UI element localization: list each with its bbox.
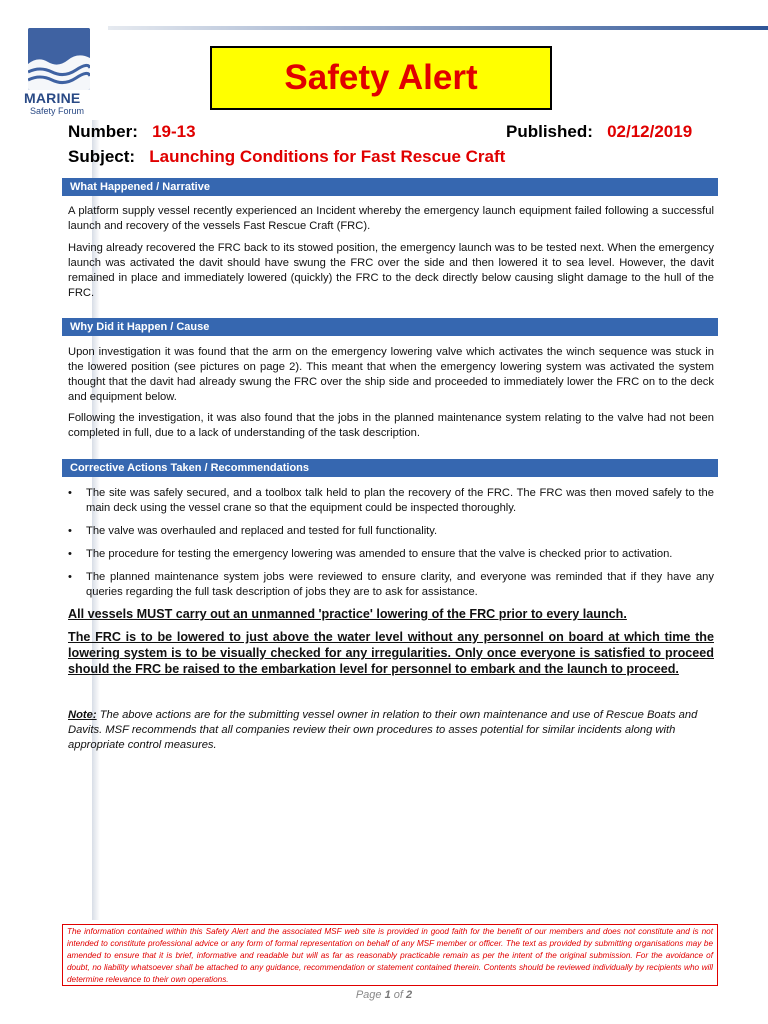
marine-safety-forum-logo: [24, 28, 96, 120]
number-value: 19-13: [152, 122, 196, 141]
subject-line: [68, 147, 505, 167]
list-item: • The valve was overhauled and replaced and tested for full functionality.: [68, 524, 714, 539]
page-number: [0, 989, 768, 1001]
note-label: Note:: [68, 709, 97, 721]
published-label: Published:: [506, 122, 593, 141]
emphasis-practice-lowering: All vessels MUST carry out an unmanned 'practice' lowering of the FRC prior to every launch.: [68, 607, 627, 621]
section-heading-what-happened: What Happened / Narrative: [62, 178, 718, 196]
paragraph: Upon investigation it was found that the arm on the emergency lowering valve which activates the winch sequence was stuck in the lowered position (see pictures on page 2). This meant that when the emergency lowering system was activated the system thought that the davit had already swung the FRC over the ship side and proceeded to immediately lower the FRC on to the deck and equipment below.: [68, 346, 714, 403]
logo-marine-text: MARINE: [24, 90, 81, 106]
published-date: [506, 122, 692, 142]
corrective-actions-list: [68, 486, 714, 608]
page-total: 2: [406, 989, 413, 1001]
section-heading-corrective: Corrective Actions Taken / Recommendations: [62, 459, 718, 477]
note-text: The above actions are for the submitting vessel owner in relation to their own maintenance and use of Rescue Boats and Davits. MSF recommends that all companies review their own procedures to asses potential for similar incidents along with appropriate control measures.: [68, 709, 698, 751]
number-label: Number:: [68, 122, 138, 141]
title-text: Safety Alert: [284, 58, 478, 97]
emphasis-lowering-procedure: The FRC is to be lowered to just above the water level without any personnel on board at which time the lowering system is to be visually checked for any irregularities. Only once everyone is satisfied to proceed should the FRC be raised to the embarkation level for personnel to embark and the launch to proceed.: [68, 630, 714, 676]
page-word: Page: [355, 989, 382, 1001]
section-heading-why: Why Did it Happen / Cause: [62, 318, 718, 336]
page-of: of: [393, 989, 403, 1001]
paragraph: A platform supply vessel recently experienced an Incident whereby the emergency launch equipment failed following a successful launch and recovery of the vessels Fast Rescue Craft (FRC).: [68, 205, 714, 232]
note-paragraph: [68, 708, 714, 753]
logo-forum-text: Safety Forum: [30, 106, 85, 116]
top-rule: [108, 26, 768, 30]
subject-value: Launching Conditions for Fast Rescue Craft: [149, 147, 506, 166]
paragraph: Having already recovered the FRC back to its stowed position, the emergency launch was to be tested next. When the emergency launch was activated the davit should have swung the FRC over the side and then lowered it to sea level. However, the davit remained in place and immediately lowered (quickly) the FRC to the deck directly below causing slight damage to the hull of the FRC.: [68, 242, 714, 299]
published-value: 02/12/2019: [607, 122, 693, 141]
page-current: 1: [384, 989, 391, 1001]
list-item: • The procedure for testing the emergency lowering was amended to ensure that the valve is checked prior to activation.: [68, 547, 714, 562]
subject-label: Subject:: [68, 147, 136, 166]
list-item: • The planned maintenance system jobs were reviewed to ensure clarity, and everyone was reminded that if they have any queries regarding the full task description of jobs they are to ask for assistance.: [68, 570, 714, 600]
disclaimer-box: The information contained within this Safety Alert and the associated MSF web site is provided in good faith for the benefit of our members and does not constitute and is not intended to constitute professional advice or any form of formal representation on behalf of any MSF member or officer. The text as provided by submitting organisations may be amended to ensure that it is brief, informative and readable but will as far as reasonably practicable remain as per the intent of the original submission. For the avoidance of doubt, no liability whatsoever shall be attached to any guidance, recommendation or statement contained therein. Contents should be reviewed individually by recipients who will determine relevance to their own operations.: [62, 924, 718, 986]
alert-number: [68, 122, 196, 142]
logo-wave-icon: [28, 28, 90, 90]
safety-alert-title: [210, 46, 552, 110]
list-item: • The site was safely secured, and a toolbox talk held to plan the recovery of the FRC. The FRC was then moved safely to the main deck using the vessel crane so that the equipment could be inspected thoroughly.: [68, 486, 714, 516]
paragraph: Following the investigation, it was also found that the jobs in the planned maintenance system relating to the valve had not been completed in full, due to a lack of understanding of the task description.: [68, 412, 714, 439]
